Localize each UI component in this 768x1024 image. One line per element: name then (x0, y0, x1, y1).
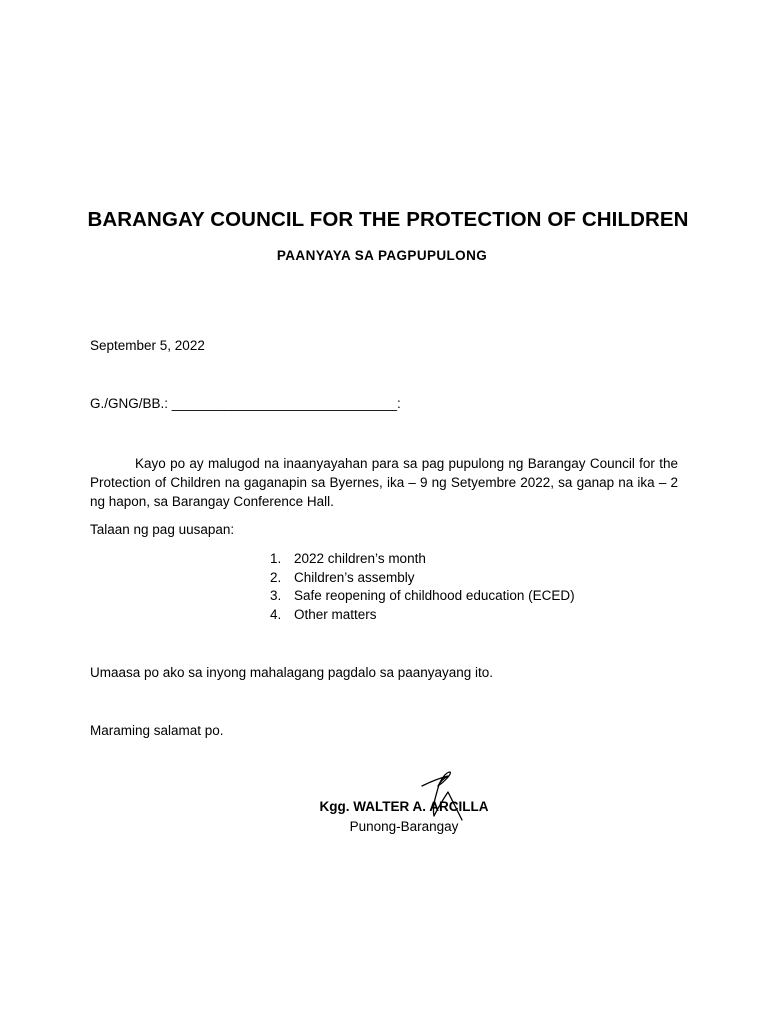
agenda-item-number: 2. (270, 569, 282, 585)
invitation-paragraph: Kayo po ay malugod na inaanyayahan para sa pag pupulong ng Barangay Council for the Protection of Children na gaganapin sa Byernes, ika – 9 ng Setyembre 2022, sa ganap na ika – 2 ng hapon, sa Barangay Conference Hall. (90, 456, 678, 509)
document-subtitle: PAANYAYA SA PAGPUPULONG (276, 248, 488, 263)
agenda-item-text: Children’s assembly (294, 569, 415, 585)
agenda-item-text: 2022 children’s month (294, 551, 426, 566)
thanks-line: Maraming salamat po. (90, 723, 224, 738)
agenda-label: Talaan ng pag uusapan: (90, 522, 235, 537)
agenda-item-text: Other matters (294, 607, 377, 623)
agenda-item-text: Safe reopening of childhood education (ECED) (294, 588, 575, 604)
agenda-item (270, 587, 575, 606)
salutation-line: G./GNG/BB.: ______________________________: (90, 396, 401, 411)
agenda-item (270, 550, 575, 569)
document-title: BARANGAY COUNCIL FOR THE PROTECTION OF CHILDREN (87, 208, 689, 231)
agenda-item-number: 4. (270, 607, 282, 623)
signature-icon (418, 768, 466, 826)
agenda-item (270, 569, 575, 588)
closing-line: Umaasa po ako sa inyong mahalagang pagdalo sa paanyayang ito. (90, 665, 494, 680)
agenda-item-number: 3. (270, 588, 282, 604)
agenda-list (270, 550, 575, 625)
agenda-item-number: 1. (270, 551, 282, 566)
letter-date: September 5, 2022 (90, 338, 205, 353)
signatory-name: Kgg. WALTER A. ARCILLA (319, 799, 489, 814)
signatory-position: Punong-Barangay (349, 819, 459, 834)
agenda-item (270, 606, 575, 625)
